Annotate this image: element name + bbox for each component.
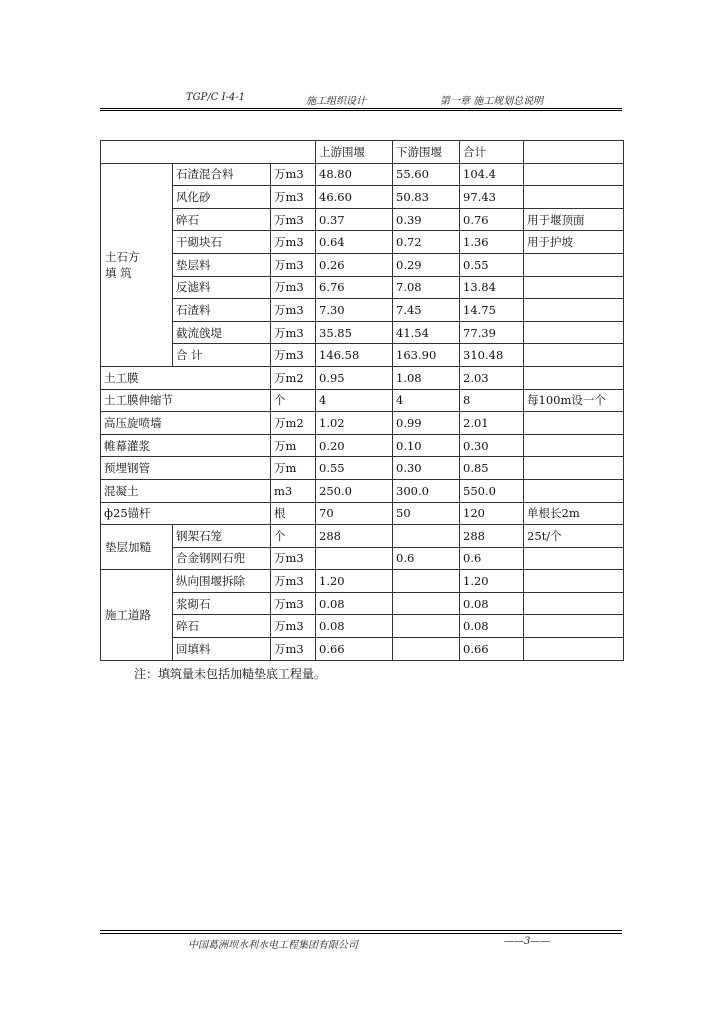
table-row [101, 479, 624, 502]
total-value: 97.43 [460, 186, 524, 209]
item-name: 碎石 [173, 615, 271, 638]
table-row [101, 525, 624, 548]
note-cell [524, 638, 624, 661]
downstream-value: 300.0 [393, 479, 460, 502]
upstream-value: 0.26 [316, 253, 393, 276]
note-cell [524, 299, 624, 322]
unit-cell: m3 [271, 479, 316, 502]
upstream-value: 0.66 [316, 638, 393, 661]
item-name: 截流戗堤 [173, 321, 271, 344]
note-cell [524, 615, 624, 638]
note-cell: 用于堰顶面 [524, 208, 624, 231]
unit-cell: 万m2 [271, 412, 316, 435]
item-name: 反滤料 [173, 276, 271, 299]
item-name: 浆砌石 [173, 592, 271, 615]
item-name: 合 计 [173, 344, 271, 367]
downstream-value: 0.39 [393, 208, 460, 231]
page-footer [100, 936, 622, 950]
upstream-value: 1.20 [316, 570, 393, 593]
downstream-value: 4 [393, 389, 460, 412]
total-value: 1.20 [460, 570, 524, 593]
unit-cell: 万m3 [271, 321, 316, 344]
note-cell [524, 366, 624, 389]
upstream-value: 0.64 [316, 231, 393, 254]
table-row [101, 186, 624, 209]
unit-cell: 万m3 [271, 253, 316, 276]
footer-rule-thin [100, 933, 622, 934]
note-cell [524, 412, 624, 435]
unit-cell: 万m3 [271, 231, 316, 254]
downstream-value: 55.60 [393, 163, 460, 186]
total-value: 310.48 [460, 344, 524, 367]
upstream-value: 48.80 [316, 163, 393, 186]
downstream-value [393, 525, 460, 548]
downstream-value: 0.29 [393, 253, 460, 276]
item-name: 钢架石笼 [173, 525, 271, 548]
unit-cell: 万m3 [271, 276, 316, 299]
upstream-value: 0.37 [316, 208, 393, 231]
unit-cell: 万m3 [271, 344, 316, 367]
note-cell [524, 570, 624, 593]
group-label: 垫层加糙 [101, 525, 173, 570]
upstream-value: 0.08 [316, 592, 393, 615]
page-header [100, 92, 622, 108]
table-row [101, 366, 624, 389]
table-row [101, 412, 624, 435]
downstream-value: 41.54 [393, 321, 460, 344]
item-name: ф25锚杆 [101, 502, 271, 525]
group-label: 土石方 填 筑 [101, 163, 173, 366]
unit-cell: 万m3 [271, 570, 316, 593]
item-name: 纵向围堰拆除 [173, 570, 271, 593]
total-value: 0.76 [460, 208, 524, 231]
upstream-value: 46.60 [316, 186, 393, 209]
unit-cell: 万m3 [271, 638, 316, 661]
col-downstream: 下游围堰 [393, 141, 460, 164]
table-row [101, 502, 624, 525]
doc-title: 施工组织设计 [306, 96, 366, 107]
note-cell [524, 344, 624, 367]
table-row [101, 457, 624, 480]
unit-cell: 万m3 [271, 208, 316, 231]
upstream-value: 35.85 [316, 321, 393, 344]
total-value: 77.39 [460, 321, 524, 344]
downstream-value [393, 615, 460, 638]
col-note [524, 141, 624, 164]
table-row [101, 299, 624, 322]
table-row [101, 389, 624, 412]
total-value: 550.0 [460, 479, 524, 502]
unit-cell: 万m3 [271, 186, 316, 209]
downstream-value: 50.83 [393, 186, 460, 209]
total-value: 0.66 [460, 638, 524, 661]
downstream-value: 1.08 [393, 366, 460, 389]
item-name: 高压旋喷墙 [101, 412, 271, 435]
item-name: 土工膜伸缩节 [101, 389, 271, 412]
downstream-value: 0.6 [393, 547, 460, 570]
upstream-value: 0.20 [316, 434, 393, 457]
total-value: 13.84 [460, 276, 524, 299]
item-name: 干砌块石 [173, 231, 271, 254]
total-value: 2.03 [460, 366, 524, 389]
total-value: 0.08 [460, 592, 524, 615]
col-upstream: 上游围堰 [316, 141, 393, 164]
downstream-value: 0.10 [393, 434, 460, 457]
downstream-value [393, 592, 460, 615]
table-row [101, 638, 624, 661]
unit-cell: 万m2 [271, 366, 316, 389]
note-cell [524, 547, 624, 570]
unit-cell: 万m3 [271, 163, 316, 186]
table-row [101, 344, 624, 367]
upstream-value: 288 [316, 525, 393, 548]
table-row [101, 434, 624, 457]
total-value: 1.36 [460, 231, 524, 254]
table-header-row [101, 141, 624, 164]
quantity-table [100, 140, 624, 661]
unit-cell: 个 [271, 525, 316, 548]
header-blank-cell [101, 141, 316, 164]
note-cell: 用于护坡 [524, 231, 624, 254]
item-name: 合金钢网石兜 [173, 547, 271, 570]
total-value: 120 [460, 502, 524, 525]
unit-cell: 万m [271, 457, 316, 480]
table-row [101, 592, 624, 615]
total-value: 8 [460, 389, 524, 412]
item-name: 回填料 [173, 638, 271, 661]
note-cell [524, 321, 624, 344]
note-cell [524, 276, 624, 299]
item-name: 土工膜 [101, 366, 271, 389]
note-cell [524, 163, 624, 186]
total-value: 0.30 [460, 434, 524, 457]
downstream-value: 0.99 [393, 412, 460, 435]
table-row [101, 208, 624, 231]
doc-code: TGP/C Ⅰ-4-1 [186, 92, 246, 103]
note-cell [524, 186, 624, 209]
unit-cell: 万m3 [271, 547, 316, 570]
total-value: 2.01 [460, 412, 524, 435]
note-cell: 25t/个 [524, 525, 624, 548]
item-name: 石渣料 [173, 299, 271, 322]
item-name: 垫层料 [173, 253, 271, 276]
unit-cell: 个 [271, 389, 316, 412]
total-value: 104.4 [460, 163, 524, 186]
upstream-value: 146.58 [316, 344, 393, 367]
quantity-table-body [101, 141, 624, 661]
upstream-value: 0.08 [316, 615, 393, 638]
unit-cell: 万m [271, 434, 316, 457]
item-name: 帷幕灌浆 [101, 434, 271, 457]
total-value: 0.55 [460, 253, 524, 276]
downstream-value: 7.08 [393, 276, 460, 299]
table-footnote: 注：填筑量未包括加糙垫底工程量。 [134, 667, 327, 681]
downstream-value [393, 570, 460, 593]
note-cell [524, 253, 624, 276]
upstream-value: 4 [316, 389, 393, 412]
group-label: 施工道路 [101, 570, 173, 660]
total-value: 0.6 [460, 547, 524, 570]
note-cell: 每100m设一个 [524, 389, 624, 412]
note-cell [524, 479, 624, 502]
table-row [101, 615, 624, 638]
upstream-value: 7.30 [316, 299, 393, 322]
upstream-value: 70 [316, 502, 393, 525]
item-name: 预埋钢管 [101, 457, 271, 480]
unit-cell: 万m3 [271, 299, 316, 322]
total-value: 0.08 [460, 615, 524, 638]
note-cell: 单根长2m [524, 502, 624, 525]
item-name: 碎石 [173, 208, 271, 231]
total-value: 14.75 [460, 299, 524, 322]
downstream-value: 50 [393, 502, 460, 525]
downstream-value: 7.45 [393, 299, 460, 322]
item-name: 风化砂 [173, 186, 271, 209]
downstream-value [393, 638, 460, 661]
total-value: 0.85 [460, 457, 524, 480]
unit-cell: 万m3 [271, 592, 316, 615]
table-row [101, 253, 624, 276]
table-row [101, 163, 624, 186]
downstream-value: 163.90 [393, 344, 460, 367]
item-name: 石渣混合料 [173, 163, 271, 186]
upstream-value: 1.02 [316, 412, 393, 435]
unit-cell: 根 [271, 502, 316, 525]
item-name: 混凝土 [101, 479, 271, 502]
chapter-title: 第一章 施工规划总说明 [440, 96, 544, 107]
col-total: 合计 [460, 141, 524, 164]
table-row [101, 321, 624, 344]
note-cell [524, 592, 624, 615]
page-number: ——3—— [504, 936, 551, 947]
upstream-value: 0.95 [316, 366, 393, 389]
table-row [101, 570, 624, 593]
upstream-value: 250.0 [316, 479, 393, 502]
total-value: 288 [460, 525, 524, 548]
table-row [101, 276, 624, 299]
downstream-value: 0.30 [393, 457, 460, 480]
upstream-value: 0.55 [316, 457, 393, 480]
table-row [101, 547, 624, 570]
upstream-value [316, 547, 393, 570]
note-cell [524, 434, 624, 457]
upstream-value: 6.76 [316, 276, 393, 299]
downstream-value: 0.72 [393, 231, 460, 254]
note-cell [524, 457, 624, 480]
footer-rule [100, 930, 622, 931]
header-rule [100, 108, 622, 109]
unit-cell: 万m3 [271, 615, 316, 638]
table-row [101, 231, 624, 254]
company-name: 中国葛洲坝水利水电工程集团有限公司 [188, 940, 358, 951]
header-rule-thin [100, 110, 622, 111]
